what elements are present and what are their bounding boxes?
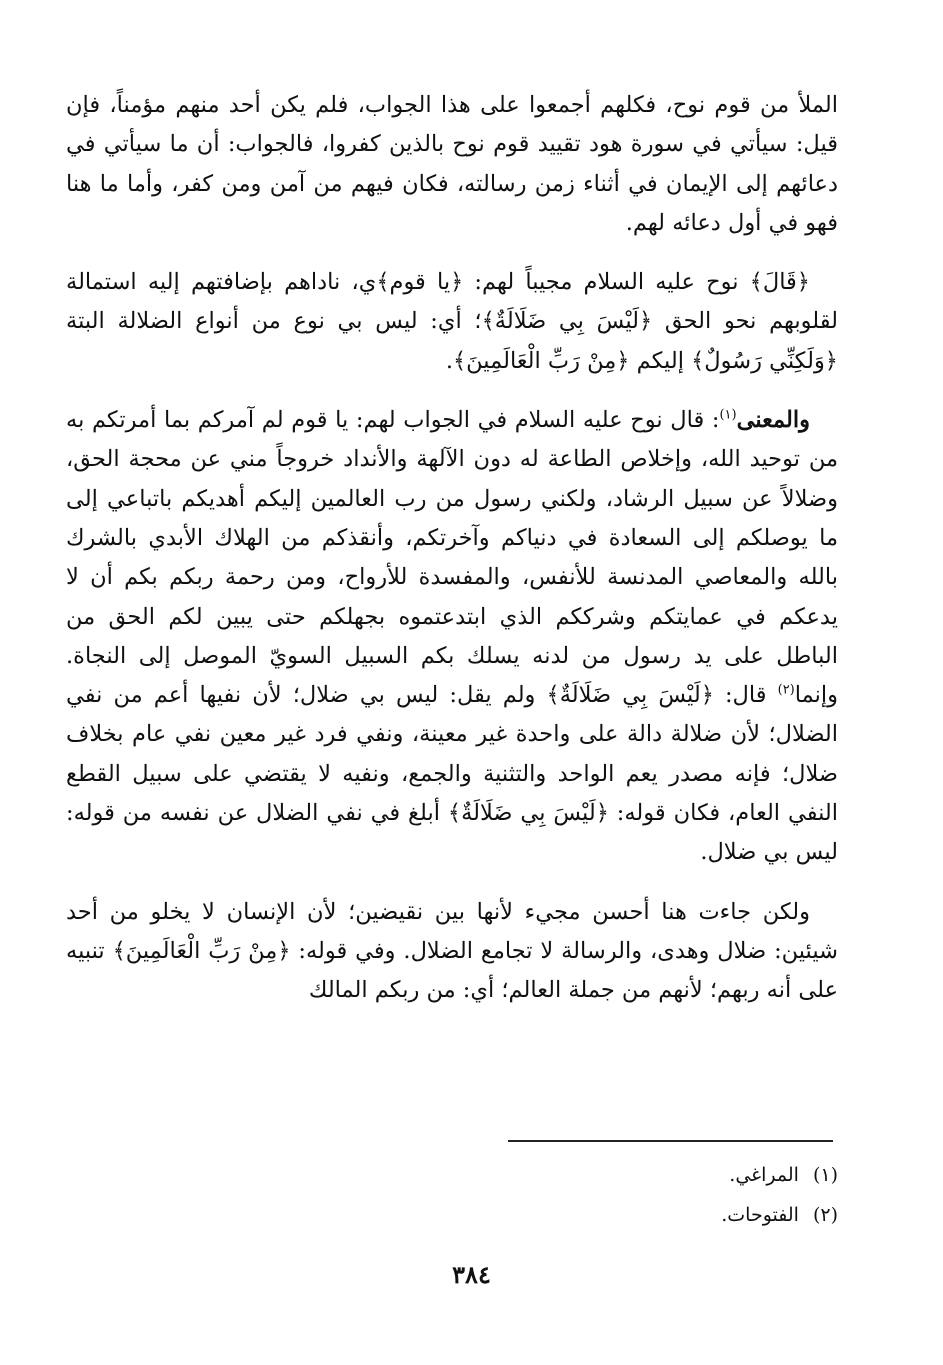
paragraph-2: ﴿قَالَ﴾ نوح عليه السلام مجيباً لهم: ﴿يا قوم﴾ي، ناداهم بإضافتهم إليه استمالة لقلوبهم نحو الحق ﴿لَيْسَ بِي ضَلَالَةٌ﴾؛ أي: ليس بي نوع من أنواع الضلالة البتة ﴿وَلَكِنِّي رَسُولٌ﴾ إليكم ﴿مِنْ رَبِّ الْعَالَمِينَ﴾. [66,269,838,374]
footnote-1-text: المراغي. [729,1164,799,1186]
footnotes [66,1155,838,1235]
footnote-2 [66,1195,838,1235]
footnote-1-number: (١) [812,1164,838,1186]
page-body [66,86,838,1031]
footnote-divider [508,1140,833,1142]
paragraph-3-text-2: قال: ﴿لَيْسَ بِي ضَلَالَةٌ﴾ ولم يقل: ليس بي ضلال؛ لأن نفيها أعم من نفي الضلال؛ لأن ضلالة دالة على واحدة غير معينة، ونفي فرد غير معين نفي عام بخلاف ضلال؛ فإنه مصدر يعم الواحد والتثنية والجمع، ونفيه لا يقتضي على سبيل القطع النفي العام، فكان قوله: ﴿لَيْسَ بِي ضَلَالَةٌ﴾ أبلغ في نفي الضلال عن نفسه من قوله: ليس بي ضلال. [66,682,838,866]
footnote-marker-1[interactable]: (١) [719,407,737,423]
page-number: ٣٨٤ [452,1260,491,1289]
paragraph-4: ولكن جاءت هنا أحسن مجيء لأنها بين نقيضين؛ لأن الإنسان لا يخلو من أحد شيئين: ضلال وهدى، والرسالة لا تجامع الضلال. وفي قوله: ﴿مِنْ رَبِّ الْعَالَمِينَ﴾ تنبيه على أنه ربهم؛ لأنهم من جملة العالم؛ أي: من ربكم المالك [66,898,838,1004]
footnote-2-text: الفتوحات. [721,1204,799,1226]
footnote-1 [66,1155,838,1195]
footnote-marker-2[interactable]: (٢) [777,682,795,698]
paragraph-3-text: : قال نوح عليه السلام في الجواب لهم: يا قوم لم آمركم بما أمرتكم به من توحيد الله، وإخلاص الطاعة له دون الآلهة والأنداد خروجاً مني عن محجة الحق، وضلالاً عن سبيل الرشاد، ولكني رسول من رب العالمين إليكم أهديكم باتباعي إلى ما يوصلكم إلى السعادة في دنياكم وآخرتكم، وأنقذكم من الهلاك الأبدي بالشرك بالله والمعاصي المدنسة للأنفس، والمفسدة للأرواح، ومن رحمة ربكم بكم أن لا يدعكم في عمايتكم وشرككم الذي ابتدعتموه بجهلكم حتى يبين لكم الحق من الباطل على يد رسول من لدنه يسلك بكم السبيل السويّ الموصل إلى النجاة. وإنما [66,407,838,709]
paragraph-3-lead: والمعنى [736,407,810,434]
paragraph-1: الملأ من قوم نوح، فكلهم أجمعوا على هذا الجواب، فلم يكن أحد منهم مؤمناً، فإن قيل: سيأتي في سورة هود تقييد قوم نوح بالذين كفروا، فالجواب: أن ما سيأتي في دعائهم إلى الإيمان في أثناء زمن رسالته، فكان فيهم من آمن ومن كفر، وأما ما هنا فهو في أول دعائه لهم. [66,92,838,236]
paragraph-3 [66,401,838,873]
footnote-2-number: (٢) [812,1204,838,1226]
